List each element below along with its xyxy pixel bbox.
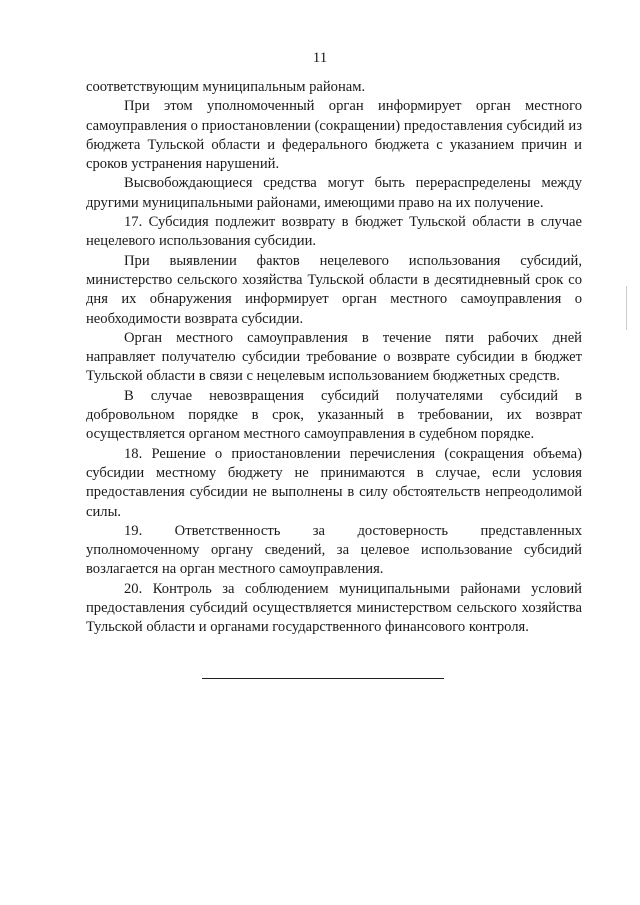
paragraph-18: 18. Решение о приостановлении перечисления (сокращения объема) субсидии местному бюджету не принимаются в случае, если условия предоставления субсидии не выполнены в силу обстоятельств непреодолимой силы. bbox=[86, 445, 582, 520]
paragraph-redistribution: Высвобождающиеся средства могут быть перераспределены между другими муниципальными районами, имеющими право на их получение. bbox=[86, 175, 582, 211]
paragraph-misuse-detection: При выявлении фактов нецелевого использования субсидий, министерство сельского хозяйства Тульской области в десятидневный срок со дня их обнаружения информирует орган местного самоуправления о необходимости возврата субсидии. bbox=[86, 252, 582, 327]
scan-edge-mark bbox=[626, 286, 627, 330]
page-number: 11 bbox=[312, 50, 328, 66]
paragraph-17: 17. Субсидия подлежит возврату в бюджет Тульской области в случае нецелевого использования субсидии. bbox=[86, 214, 582, 250]
document-body bbox=[86, 78, 582, 638]
paragraph-20: 20. Контроль за соблюдением муниципальными районами условий предоставления субсидий осуществляется министерством сельского хозяйства Тульской области и органами государственного финансового контроля. bbox=[86, 580, 582, 636]
closing-divider-line bbox=[202, 678, 444, 679]
paragraph-19: 19. Ответственность за достоверность представленных уполномоченному органу сведений, за целевое использование субсидий возлагается на орган местного самоуправления. bbox=[86, 522, 582, 578]
paragraph-suspension-notice: При этом уполномоченный орган информирует орган местного самоуправления о приостановлении (сокращении) предоставления субсидий из бюджета Тульской области и федерального бюджета с указанием причин и сроков устранения нарушений. bbox=[86, 98, 582, 173]
paragraph-return-request: Орган местного самоуправления в течение пяти рабочих дней направляет получателю субсидии требование о возврате субсидии в бюджет Тульской области в связи с нецелевым использованием бюджетных средств. bbox=[86, 329, 582, 385]
paragraph-continuation: соответствующим муниципальным районам. bbox=[86, 79, 366, 95]
paragraph-judicial-return: В случае невозвращения субсидий получателями субсидий в добровольном порядке в срок, указанный в требовании, их возврат осуществляется органом местного самоуправления в судебном порядке. bbox=[86, 387, 582, 443]
